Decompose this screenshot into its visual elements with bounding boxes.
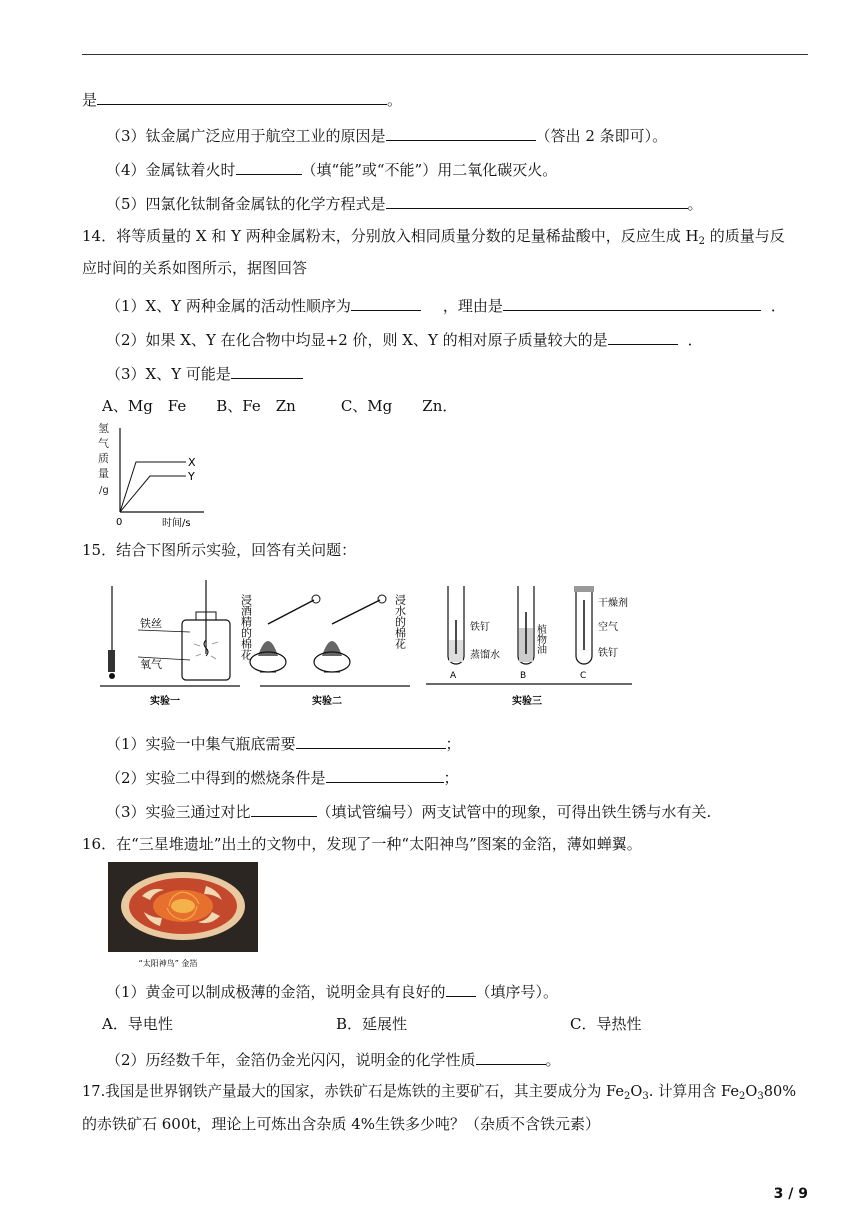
q16-p1-text: （1）黄金可以制成极薄的金箔，说明金具有良好的 <box>106 983 446 1001</box>
label-distilled-water: 蒸馏水 <box>470 650 500 661</box>
q15-stem: 15．结合下图所示实验，回答有关问题： <box>82 541 357 559</box>
q14-stem-a: 14．将等质量的 X 和 Y 两种金属粉末，分别放入相同质量分数的足量稀盐酸中，反应生成 H <box>82 227 699 245</box>
q15-p1-text: （1）实验一中集气瓶底需要 <box>106 735 296 753</box>
q14-options: A、Mg Fe B、Fe Zn C、Mg Zn． <box>102 397 458 415</box>
answer-blank[interactable] <box>351 294 421 311</box>
q14-p1-text: （1）X、Y 两种金属的活动性顺序为 <box>106 297 351 315</box>
q16-p1-suffix: （填序号）。 <box>475 983 559 1001</box>
q13-p3-suffix: （答出 2 条即可）。 <box>535 127 668 145</box>
label-air: 空气 <box>598 622 618 633</box>
experiment-3 <box>426 586 632 707</box>
q14-part2 <box>106 328 703 350</box>
answer-blank[interactable] <box>476 1048 546 1065</box>
experiment-2 <box>240 594 411 707</box>
q17-text-b: . 计算用含 Fe <box>648 1083 739 1100</box>
q17-line1 <box>82 1082 796 1107</box>
photo-caption: “太阳神鸟” 金箔 <box>138 959 198 968</box>
q15-p2-suffix: ； <box>443 769 459 787</box>
graph-ylabel-char: 量 <box>98 467 109 480</box>
q14-p1-mid: ，理由是 <box>442 297 503 315</box>
experiment-figure <box>100 580 640 710</box>
q14-p2-suffix: ． <box>687 331 703 349</box>
q13-part5 <box>106 192 703 214</box>
graph-ylabel-char: 氢 <box>98 422 109 435</box>
label-water-cotton: 浸水的棉花 <box>393 594 407 649</box>
q15-p3-suffix: （填试管编号）两支试管中的现象，可得出铁生锈与水有关. <box>316 803 712 821</box>
q13-cont-line <box>82 88 402 110</box>
q16-p2-suffix: 。 <box>545 1051 561 1069</box>
q14-part3 <box>106 362 303 384</box>
answer-blank[interactable] <box>296 732 446 749</box>
q15-part2 <box>106 766 459 788</box>
series-label-x: X <box>188 456 196 469</box>
q17-line2: 的赤铁矿石 600t，理论上可炼出含杂质 4%生铁多少吨？（杂质不含铁元素） <box>82 1115 600 1133</box>
hydrogen-time-graph <box>96 420 216 530</box>
answer-blank[interactable] <box>503 294 761 311</box>
label-vegetable-oil: 植物油 <box>534 624 546 654</box>
q14-p1-suffix: ． <box>770 297 786 315</box>
q17-sub: 2 <box>739 1091 746 1102</box>
answer-blank[interactable] <box>326 766 444 783</box>
caption-exp3: 实验三 <box>512 696 542 707</box>
q15-p1-suffix: ； <box>445 735 461 753</box>
answer-blank[interactable] <box>231 362 303 379</box>
graph-ylabel-char: 气 <box>98 437 109 450</box>
label-desiccant: 干燥剂 <box>598 598 628 609</box>
q17-sub: 3 <box>642 1091 649 1102</box>
label-nail: 铁钉 <box>470 622 490 633</box>
tube-label-b: B <box>520 671 527 681</box>
caption-exp1: 实验一 <box>150 696 180 707</box>
q17-text-a: 17.我国是世界钢铁产量最大的国家，赤铁矿石是炼铁的主要矿石，其主要成分为 Fe <box>82 1083 625 1100</box>
q13-cont-prefix: 是 <box>82 91 98 109</box>
label-alcohol-cotton: 浸酒精的棉花 <box>239 594 253 660</box>
q17-o: O <box>630 1083 643 1100</box>
q17-o: O <box>745 1083 758 1100</box>
q13-part3 <box>106 124 667 146</box>
q14-p2-text: （2）如果 X、Y 在化合物中均显+2 价，则 X、Y 的相对原子质量较大的是 <box>106 331 608 349</box>
header-rule <box>82 54 808 55</box>
q14-stem-line2: 应时间的关系如图所示，据图回答 <box>82 259 308 277</box>
experiment-1 <box>100 580 240 707</box>
q16-part2 <box>106 1048 561 1070</box>
q16-option-a: A．导电性 <box>102 1015 173 1033</box>
tube-label-c: C <box>580 671 587 681</box>
series-label-y: Y <box>188 470 195 483</box>
q16-part1 <box>106 980 558 1002</box>
answer-blank[interactable] <box>386 192 688 209</box>
answer-blank[interactable] <box>608 328 678 345</box>
q13-part4 <box>106 158 557 180</box>
q17-text-c: 80% <box>763 1083 797 1100</box>
curve-x <box>120 462 186 512</box>
q14-stem-b: 的质量与反 <box>704 227 785 245</box>
answer-blank[interactable] <box>446 980 476 997</box>
q13-p3-text: （3）钛金属广泛应用于航空工业的原因是 <box>106 127 386 145</box>
q14-part1 <box>106 294 786 316</box>
golden-sun-bird-photo <box>108 862 258 974</box>
label-iron-wire: 铁丝 <box>140 617 162 630</box>
label-oxygen: 氧气 <box>140 658 162 671</box>
q15-part3 <box>106 800 711 822</box>
q16-stem: 16．在“三星堆遗址”出土的文物中，发现了一种“太阳神鸟”图案的金箔，薄如蝉翼。 <box>82 835 642 853</box>
graph-origin: 0 <box>116 517 123 528</box>
tube-label-a: A <box>450 671 457 681</box>
q16-option-b: B．延展性 <box>336 1015 408 1033</box>
q16-p2-text: （2）历经数千年，金箔仍金光闪闪，说明金的化学性质 <box>106 1051 476 1069</box>
q17-sub: 2 <box>624 1091 631 1102</box>
q14-stem-sub: 2 <box>698 236 705 247</box>
q15-part1 <box>106 732 461 754</box>
q15-p3-text: （3）实验三通过对比 <box>106 803 251 821</box>
q14-p3-text: （3）X、Y 可能是 <box>106 365 231 383</box>
answer-blank[interactable] <box>236 158 302 175</box>
label-nail-c: 铁钉 <box>598 648 618 659</box>
q13-p4-text: （4）金属钛着火时 <box>106 161 236 179</box>
q13-cont-suffix: 。 <box>387 91 403 109</box>
graph-xlabel: 时间/s <box>162 518 191 529</box>
answer-blank[interactable] <box>251 800 317 817</box>
caption-exp2: 实验二 <box>312 696 342 707</box>
q14-stem-line1 <box>82 226 785 252</box>
q13-p4-suffix: （填“能”或“不能”）用二氧化碳灭火。 <box>301 161 558 179</box>
answer-blank[interactable] <box>97 88 387 105</box>
graph-ylabel-char: 质 <box>98 452 109 465</box>
q13-p5-suffix: 。 <box>687 195 703 213</box>
page-number: 3 / 9 <box>773 1186 808 1202</box>
q16-option-c: C．导热性 <box>570 1015 642 1033</box>
answer-blank[interactable] <box>386 124 536 141</box>
q13-p5-text: （5）四氯化钛制备金属钛的化学方程式是 <box>106 195 386 213</box>
graph-ylabel-char: /g <box>99 485 109 496</box>
q17-sub: 3 <box>757 1091 764 1102</box>
q15-p2-text: （2）实验二中得到的燃烧条件是 <box>106 769 326 787</box>
